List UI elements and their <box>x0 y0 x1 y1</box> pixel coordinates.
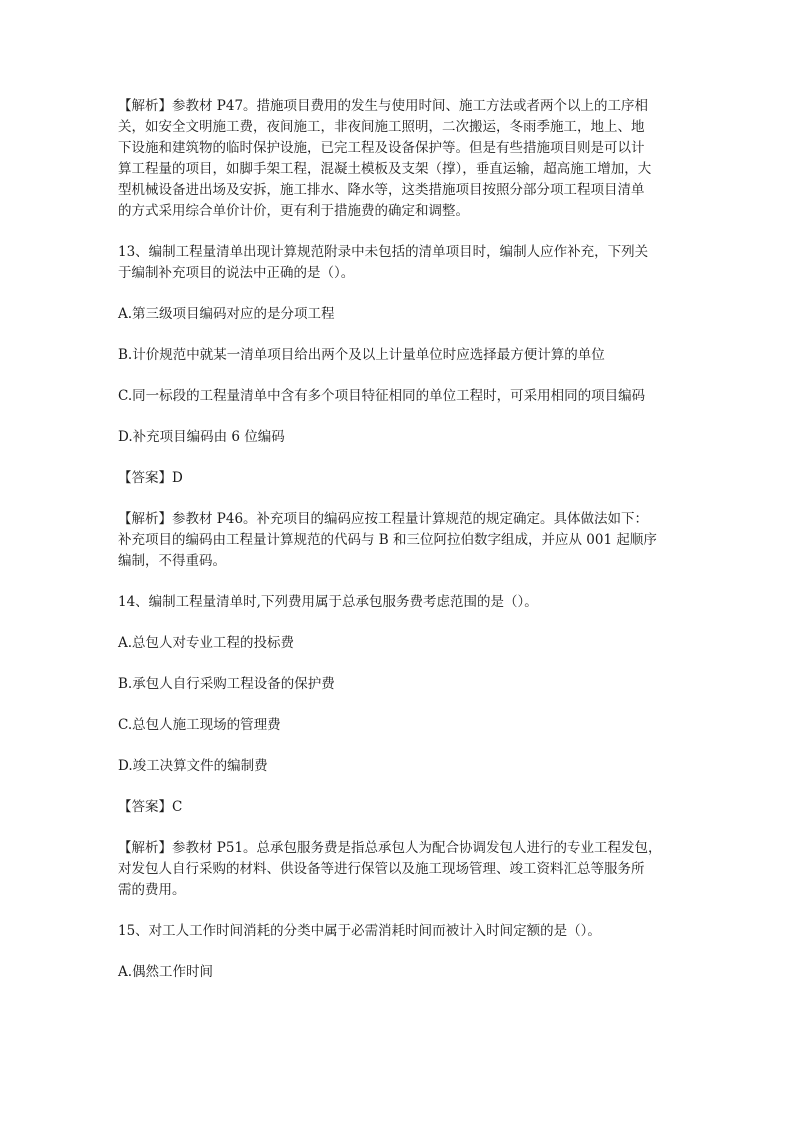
text-line: 13、编制工程量清单出现计算规范附录中未包括的清单项目时，编制人应作补充，下列关 <box>118 244 649 260</box>
answer-key <box>118 797 678 818</box>
text-line: 需的费用。 <box>118 882 186 898</box>
text-line: 下设施和建筑物的临时保护设施，已完工程及设备保护等。但是有些措施项目则是可以计 <box>118 140 645 156</box>
text-line: 型机械设备进出场及安拆，施工排水、降水等，这类措施项目按照分部分项工程项目清单 <box>118 182 645 198</box>
text-line: A.偶然工作时间 <box>118 964 214 980</box>
paragraph-gap <box>118 818 678 838</box>
text-line: A.总包人对专业工程的投标费 <box>118 635 295 651</box>
text-line: 补充项目的编码由工程量计算规范的代码与 B 和三位阿拉伯数字组成，并应从 001 起顺序 <box>118 532 657 548</box>
paragraph-gap <box>118 777 678 797</box>
document-page <box>118 96 678 983</box>
text-line: 【答案】C <box>118 799 183 815</box>
analysis-paragraph <box>118 838 678 901</box>
paragraph-gap <box>118 613 678 633</box>
text-line: D.竣工决算文件的编制费 <box>118 758 268 774</box>
text-line: C.总包人施工现场的管理费 <box>118 717 281 733</box>
answer-option <box>118 345 678 366</box>
text-line: 编制，不得重码。 <box>118 553 226 569</box>
question-stem <box>118 242 678 284</box>
answer-option <box>118 756 678 777</box>
question-stem <box>118 592 678 613</box>
question-stem <box>118 921 678 942</box>
answer-option <box>118 304 678 325</box>
answer-option <box>118 715 678 736</box>
analysis-paragraph <box>118 96 678 222</box>
answer-option <box>118 962 678 983</box>
paragraph-gap <box>118 284 678 304</box>
text-line: 【解析】参教材 P47。措施项目费用的发生与使用时间、施工方法或者两个以上的工序相 <box>118 98 649 114</box>
paragraph-gap <box>118 654 678 674</box>
text-line: 关，如安全文明施工费，夜间施工，非夜间施工照明，二次搬运，冬雨季施工，地上、地 <box>118 119 645 135</box>
text-line: D.补充项目编码由 6 位编码 <box>118 429 285 445</box>
paragraph-gap <box>118 489 678 509</box>
paragraph-gap <box>118 572 678 592</box>
text-line: 于编制补充项目的说法中正确的是（）。 <box>118 265 355 281</box>
answer-option <box>118 633 678 654</box>
answer-option <box>118 427 678 448</box>
paragraph-gap <box>118 695 678 715</box>
analysis-paragraph <box>118 509 678 572</box>
text-line: 【解析】参教材 P51。总承包服务费是指总承包人为配合协调发包人进行的专业工程发包， <box>118 840 662 856</box>
answer-option <box>118 386 678 407</box>
text-line: B.承包人自行采购工程设备的保护费 <box>118 676 335 692</box>
text-line: 15、对工人工作时间消耗的分类中属于必需消耗时间而被计入时间定额的是（）。 <box>118 923 601 939</box>
text-line: 的方式采用综合单价计价，更有利于措施费的确定和调整。 <box>118 203 469 219</box>
text-line: A.第三级项目编码对应的是分项工程 <box>118 306 335 322</box>
paragraph-gap <box>118 901 678 921</box>
text-line: 对发包人自行采购的材料、供设备等进行保管以及施工现场管理、竣工资料汇总等服务所 <box>118 861 645 877</box>
paragraph-gap <box>118 448 678 468</box>
text-line: B.计价规范中就某一清单项目给出两个及以上计量单位时应选择最方便计算的单位 <box>118 347 605 363</box>
answer-option <box>118 674 678 695</box>
paragraph-gap <box>118 942 678 962</box>
text-line: 14、编制工程量清单时,下列费用属于总承包服务费考虑范围的是（）。 <box>118 594 538 610</box>
paragraph-gap <box>118 222 678 242</box>
text-line: 【解析】参教材 P46。补充项目的编码应按工程量计算规范的规定确定。具体做法如下： <box>118 511 649 527</box>
answer-key <box>118 468 678 489</box>
paragraph-gap <box>118 407 678 427</box>
text-line: C.同一标段的工程量清单中含有多个项目特征相同的单位工程时，可采用相同的项目编码 <box>118 388 646 404</box>
text-line: 算工程量的项目，如脚手架工程，混凝土模板及支架（撑），垂直运输，超高施工增加，大 <box>118 161 652 177</box>
paragraph-gap <box>118 366 678 386</box>
paragraph-gap <box>118 736 678 756</box>
paragraph-gap <box>118 325 678 345</box>
text-line: 【答案】D <box>118 470 183 486</box>
